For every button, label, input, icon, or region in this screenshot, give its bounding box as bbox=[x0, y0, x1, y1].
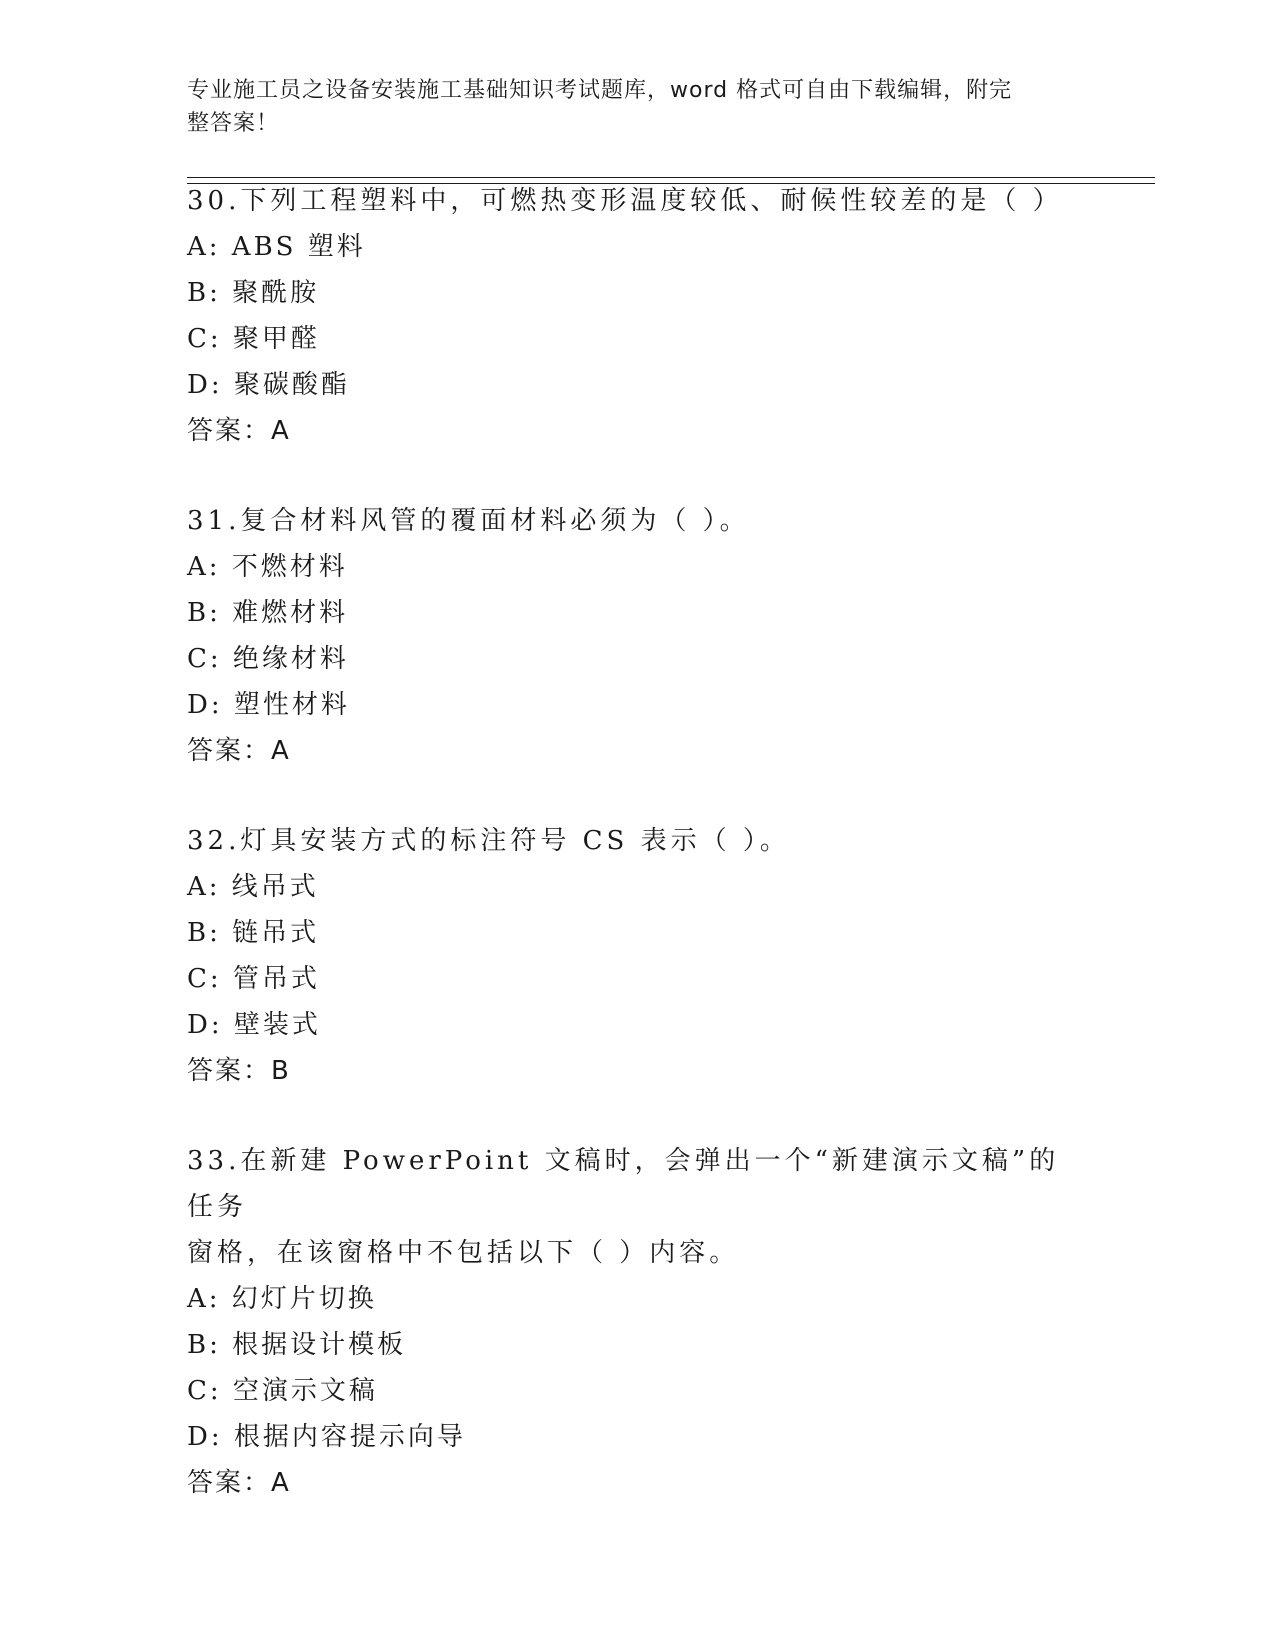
option-b: B: 聚酰胺 bbox=[187, 278, 320, 308]
document-header bbox=[187, 74, 1067, 140]
question-stem: 31.复合材料风管的覆面材料必须为（ ）。 bbox=[187, 506, 750, 536]
question-32 bbox=[187, 818, 1087, 1094]
option-a: A: 线吊式 bbox=[187, 872, 319, 902]
answer-text: 答案：B bbox=[187, 1056, 291, 1086]
answer-text: 答案：A bbox=[187, 416, 291, 446]
option-c: C: 聚甲醛 bbox=[187, 324, 320, 354]
option-d: D: 塑性材料 bbox=[187, 690, 350, 720]
question-stem: 32.灯具安装方式的标注符号 CS 表示（ ）。 bbox=[187, 826, 790, 856]
option-d: D: 根据内容提示向导 bbox=[187, 1422, 466, 1452]
option-b: B: 链吊式 bbox=[187, 918, 320, 948]
option-b: B: 难燃材料 bbox=[187, 598, 349, 628]
option-d: D: 聚碳酸酯 bbox=[187, 370, 350, 400]
option-c: C: 管吊式 bbox=[187, 964, 320, 994]
answer-text: 答案：A bbox=[187, 736, 291, 766]
option-c: C: 绝缘材料 bbox=[187, 644, 349, 674]
option-a: A: 不燃材料 bbox=[187, 552, 348, 582]
question-30 bbox=[187, 178, 1087, 454]
question-33 bbox=[187, 1138, 1087, 1506]
option-a: A: 幻灯片切换 bbox=[187, 1284, 377, 1314]
option-c: C: 空演示文稿 bbox=[187, 1376, 378, 1406]
header-line-1: 专业施工员之设备安装施工基础知识考试题库，word 格式可自由下载编辑，附完 bbox=[187, 78, 1013, 103]
option-a: A: ABS 塑料 bbox=[187, 232, 366, 262]
question-31 bbox=[187, 498, 1087, 774]
option-d: D: 壁装式 bbox=[187, 1010, 321, 1040]
answer-text: 答案：A bbox=[187, 1468, 291, 1498]
question-stem-line-1: 33.在新建 PowerPoint 文稿时，会弹出一个“新建演示文稿”的任务 bbox=[187, 1146, 1060, 1222]
question-stem: 30.下列工程塑料中，可燃热变形温度较低、耐候性较差的是（ ） bbox=[187, 186, 1063, 216]
question-stem-line-2: 窗格，在该窗格中不包括以下（ ）内容。 bbox=[187, 1238, 740, 1268]
header-line-2: 整答案！ bbox=[187, 111, 280, 136]
option-b: B: 根据设计模板 bbox=[187, 1330, 407, 1360]
